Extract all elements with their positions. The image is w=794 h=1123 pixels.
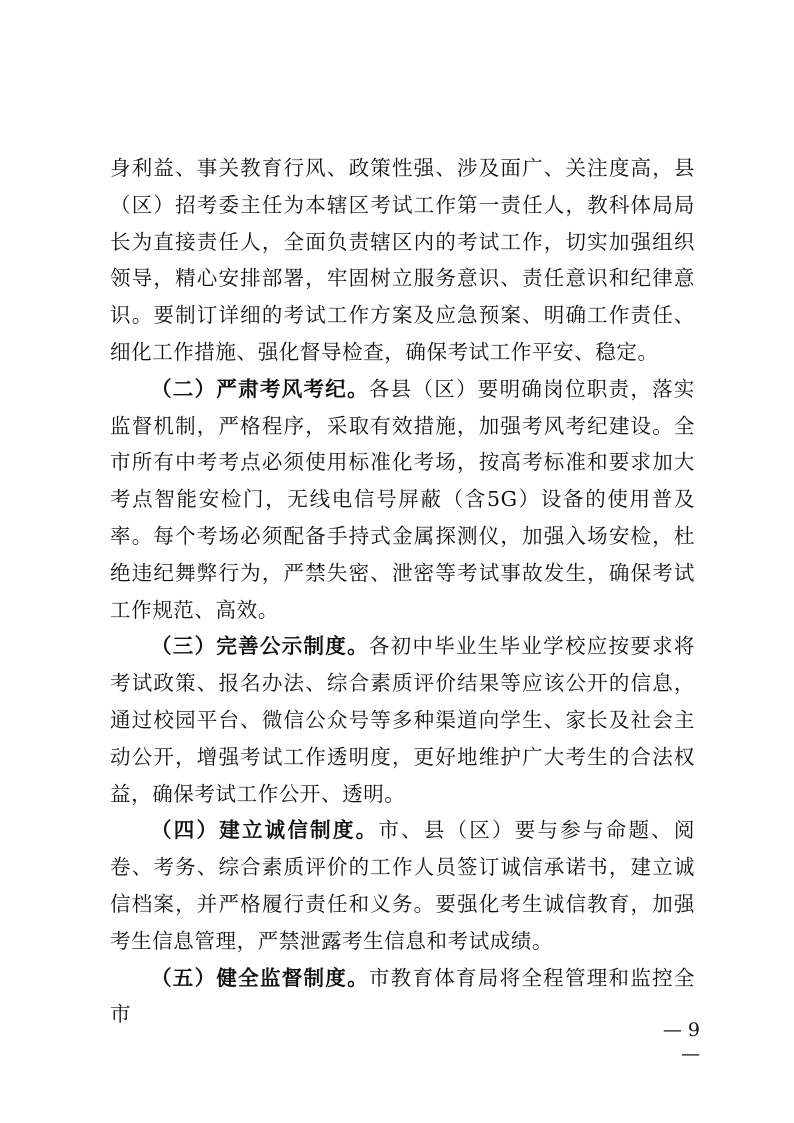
paragraph-text: 各初中毕业生毕业学校应按要求将考试政策、报名办法、综合素质评价结果等应该公开的信息，通过校园平台、微信公众号等多种渠道向学生、家长及社会主动公开，增强考试工作透明度，更好地维护广大考生的合法权益，确保考试工作公开、透明。 [110,634,695,806]
document-body [110,150,695,1033]
section-heading-2: （二）严肃考风考纪。 [151,376,369,401]
paragraph-text: 身利益、事关教育行风、政策性强、涉及面广、关注度高，县（区）招考委主任为本辖区考试工作第一责任人，教科体局局长为直接责任人，全面负责辖区内的考试工作，切实加强组织领导，精心安排部署，牢固树立服务意识、责任意识和纪律意识。要制订详细的考试工作方案及应急预案、明确工作责任、细化工作措施、强化督导检查，确保考试工作平安、稳定。 [110,156,695,364]
section-heading-5: （五）健全监督制度。 [151,965,369,990]
page-number: — 9 — [662,1019,700,1065]
paragraph-text: 市、县（区）要与参与命题、阅卷、考务、综合素质评价的工作人员签订诚信承诺书，建立诚信档案，并严格履行责任和义务。要强化考生诚信教育，加强考生信息管理，严禁泄露考生信息和考试成绩。 [110,818,696,953]
paragraph-text: 各县（区）要明确岗位职责，落实监督机制，严格程序，采取有效措施，加强考风考纪建设。全市所有中考考点必须使用标准化考场，按高考标准和要求加大考点智能安检门，无线电信号屏蔽（含5G）设备的使用普及率。每个考场必须配备手持式金属探测仪，加强入场安检，杜绝违纪舞弊行为，严禁失密、泄密等考试事故发生，确保考试工作规范、高效。 [110,376,695,622]
section-heading-3: （三）完善公示制度。 [151,634,369,659]
section-heading-4: （四）建立诚信制度。 [151,818,379,843]
paragraph-section-5 [110,960,695,1034]
paragraph-continued [110,150,695,371]
paragraph-section-4 [110,812,695,959]
paragraph-section-2 [110,371,695,629]
paragraph-text: 市教育体育局将全程管理和监控全市 [110,965,695,1027]
paragraph-section-3 [110,628,695,812]
